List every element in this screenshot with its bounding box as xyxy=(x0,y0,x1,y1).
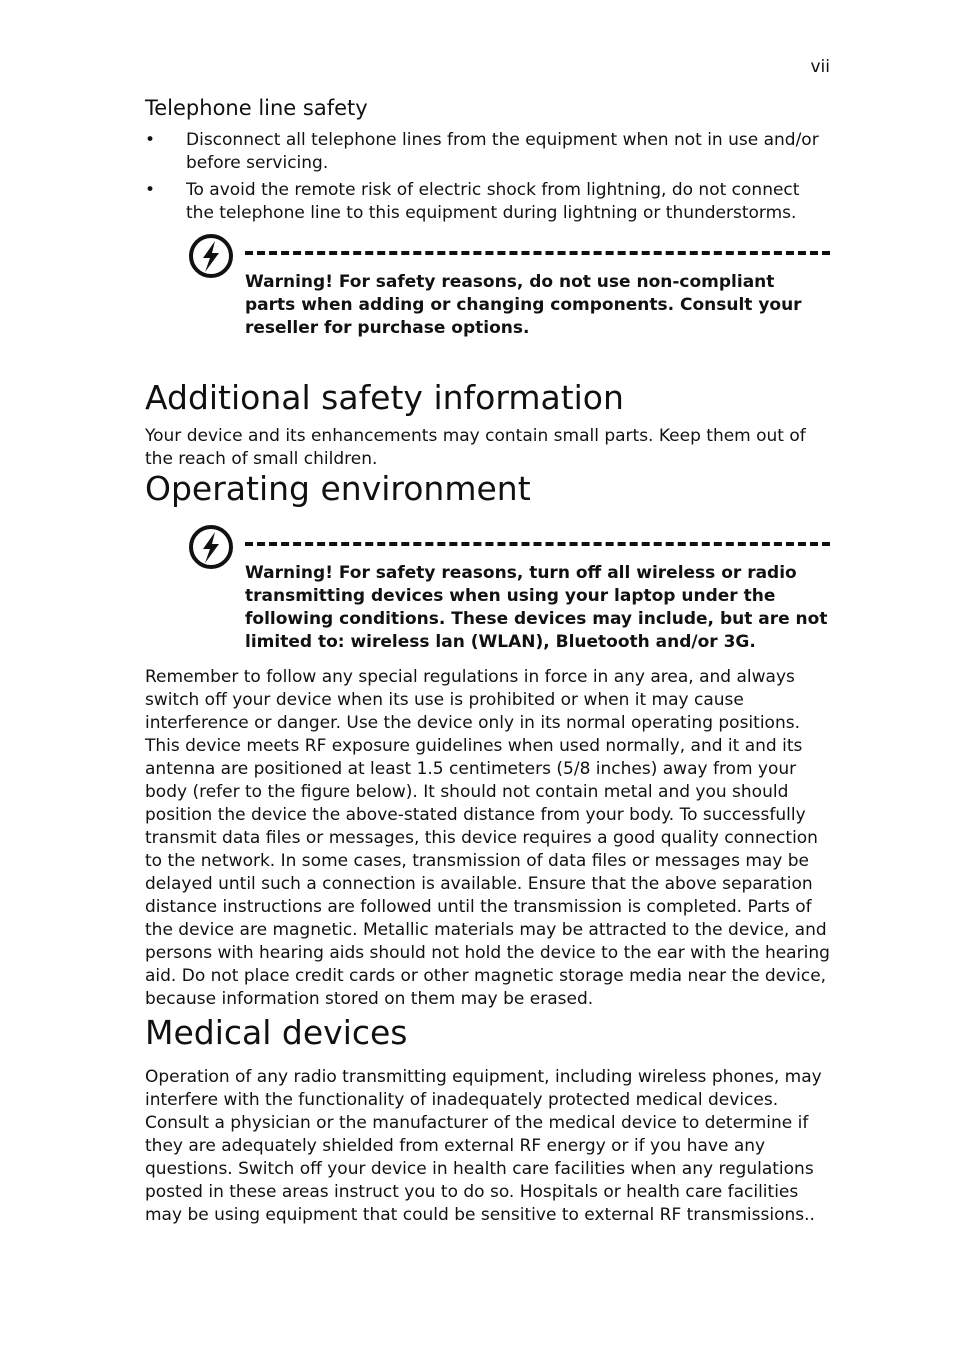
warning-box-wireless xyxy=(188,524,830,659)
warning-text: Warning! For safety reasons, do not use non-compliant parts when adding or changing components. Consult your reseller for purchase options. xyxy=(245,272,802,338)
telephone-safety-heading: Telephone line safety xyxy=(145,96,368,120)
list-item-text: Disconnect all telephone lines from the equipment when not in use and/or before servicing. xyxy=(186,130,819,173)
list-item xyxy=(145,179,830,225)
bullet-glyph: • xyxy=(145,180,156,200)
additional-safety-body: Your device and its enhancements may contain small parts. Keep them out of the reach of small children. xyxy=(145,426,806,469)
warning-divider xyxy=(245,251,830,255)
warning-lightning-icon xyxy=(188,233,234,279)
medical-devices-body: Operation of any radio transmitting equipment, including wireless phones, may interfere with the functionality of inadequately protected medical devices. Consult a physician or the manufacturer of the medical device to determine if they are adequately shielded from external RF energy or if you have any questions. Switch off your device in health care facilities when any regulations posted in these areas instruct you to do so. Hospitals or health care facilities may be using equipment that could be sensitive to external RF transmissions.. xyxy=(145,1067,822,1225)
warning-box-components xyxy=(188,233,830,348)
operating-environment-heading: Operating environment xyxy=(145,469,531,508)
warning-text: Warning! For safety reasons, turn off all wireless or radio transmitting devices when using your laptop under the following conditions. These devices may include, but are not limited to: wireless lan (WLAN), Bluetooth and/or 3G. xyxy=(245,563,828,652)
medical-devices-heading: Medical devices xyxy=(145,1013,408,1052)
additional-safety-heading: Additional safety information xyxy=(145,378,624,417)
bullet-glyph: • xyxy=(145,130,156,150)
warning-divider xyxy=(245,542,830,546)
operating-environment-body: Remember to follow any special regulations in force in any area, and always switch off your device when its use is prohibited or when it may cause interference or danger. Use the device only in its normal operating positions. This device meets RF exposure guidelines when used normally, and it and its antenna are positioned at least 1.5 centimeters (5/8 inches) away from your body (refer to the figure below). It should not contain metal and you should position the device the above-stated distance from your body. To successfully transmit data files or messages, this device requires a good quality connection to the network. In some cases, transmission of data files or messages may be delayed until such a connection is available. Ensure that the above separation distance instructions are followed until the transmission is completed. Parts of the device are magnetic. Metallic materials may be attracted to the device, and persons with hearing aids should not hold the device to the ear with the hearing aid. Do not place credit cards or other magnetic storage media near the device, because information stored on them may be erased. xyxy=(145,667,830,1009)
telephone-safety-list xyxy=(145,129,830,229)
warning-lightning-icon xyxy=(188,524,234,570)
list-item-text: To avoid the remote risk of electric shock from lightning, do not connect the telephone line to this equipment during lightning or thunderstorms. xyxy=(186,180,800,223)
list-item xyxy=(145,129,830,175)
page-number: vii xyxy=(810,57,830,77)
